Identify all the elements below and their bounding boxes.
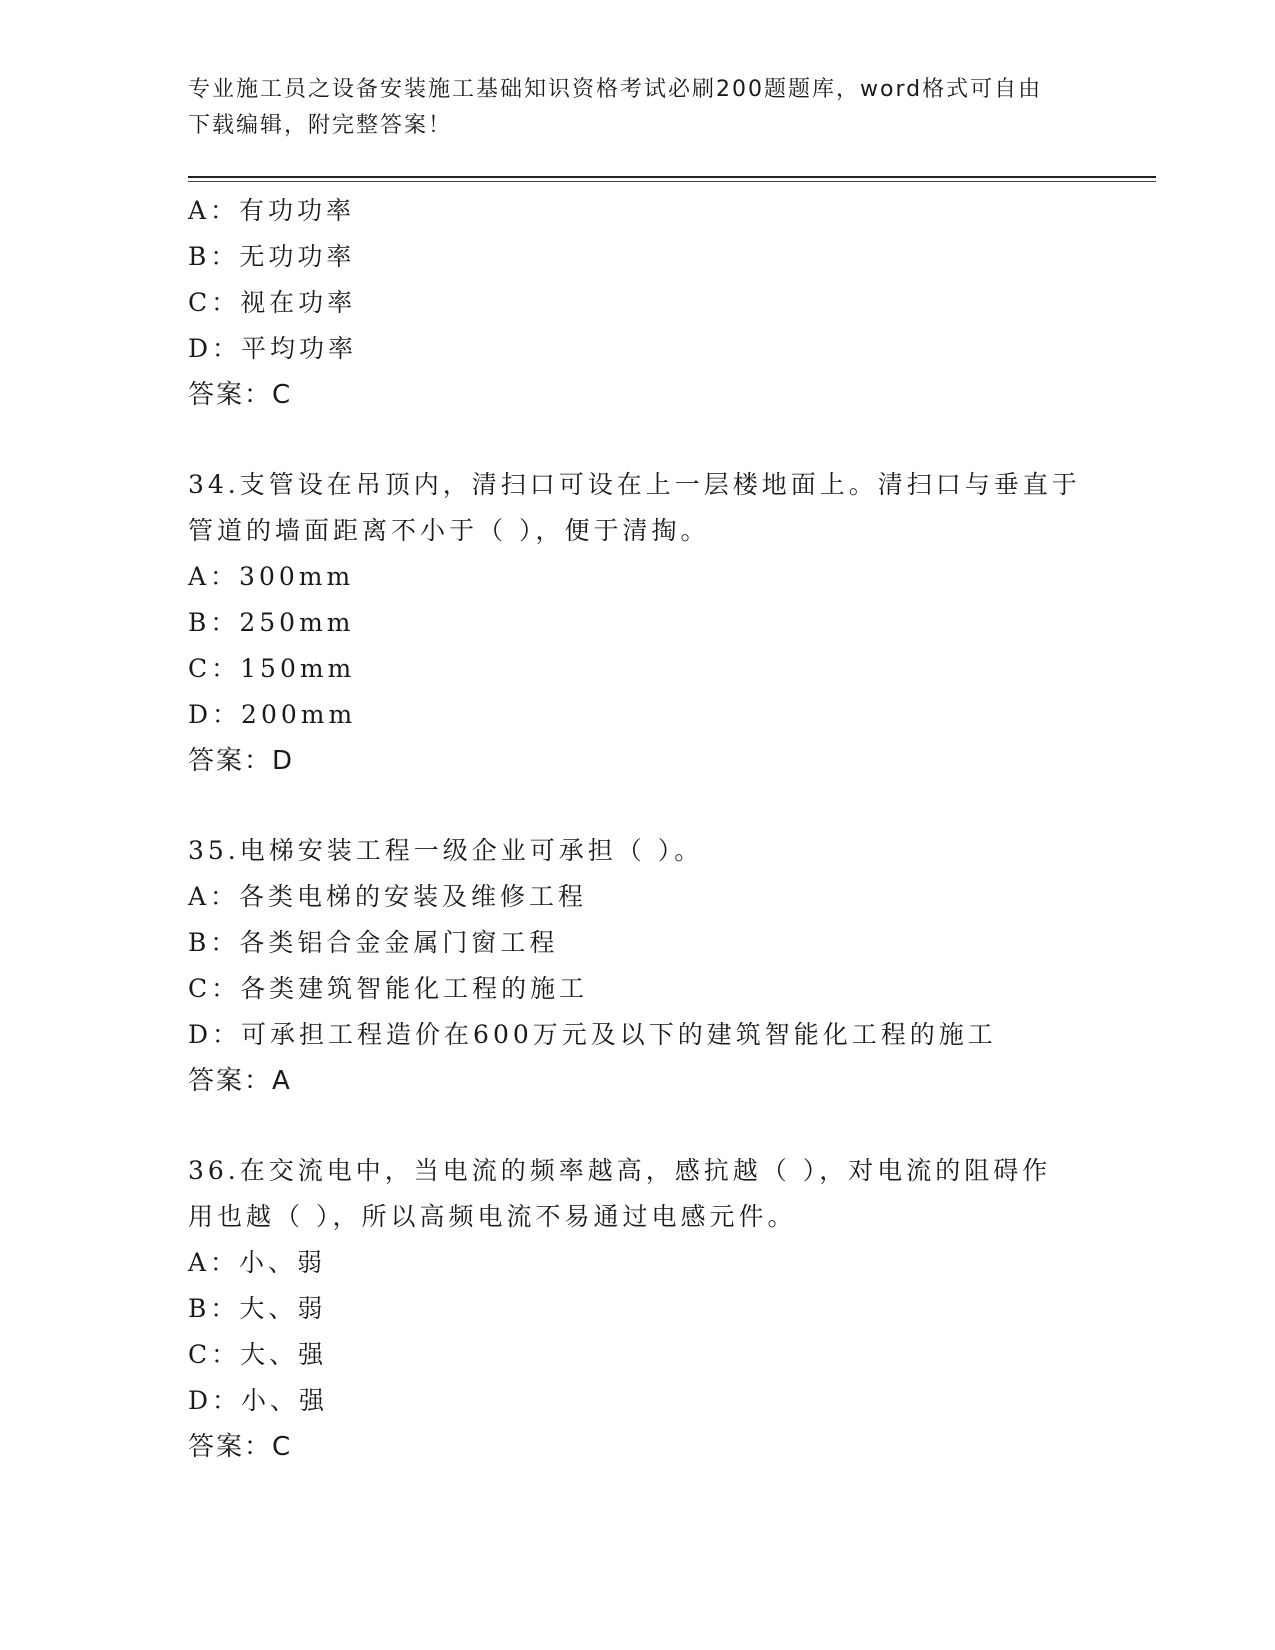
option-b: B：250mm — [188, 608, 355, 637]
header-line-2: 下载编辑，附完整答案！ — [188, 113, 453, 138]
question-stem-line-1: 34.支管设在吊顶内，清扫口可设在上一层楼地面上。清扫口与垂直于 — [188, 470, 1081, 499]
header-divider-thin — [188, 181, 1156, 182]
question-stem-line-2: 用也越（ ），所以高频电流不易通过电感元件。 — [188, 1202, 797, 1231]
option-b: B：各类铝合金金属门窗工程 — [188, 928, 559, 957]
option-d: D：小、强 — [188, 1386, 329, 1415]
option-a: A：有功功率 — [188, 196, 356, 225]
question-stem-line-1: 36.在交流电中，当电流的频率越高，感抗越（ ），对电流的阻碍作 — [188, 1156, 1052, 1185]
option-c: C：视在功率 — [188, 288, 357, 317]
option-b: B：大、弱 — [188, 1294, 327, 1323]
header-line-1: 专业施工员之设备安装施工基础知识资格考试必刷200题题库，word格式可自由 — [188, 77, 1043, 102]
option-a: A：小、弱 — [188, 1248, 327, 1277]
question-stem-line-2: 管道的墙面距离不小于（ ），便于清掏。 — [188, 516, 710, 545]
question-list — [188, 188, 1088, 1470]
spacer — [188, 418, 1088, 462]
answer-line: 答案：A — [188, 1066, 292, 1096]
option-c: C：150mm — [188, 654, 356, 683]
option-d: D：平均功率 — [188, 334, 358, 363]
option-b: B：无功功率 — [188, 242, 356, 271]
question-34 — [188, 462, 1088, 784]
question-33 — [188, 188, 1088, 418]
option-d: D：200mm — [188, 700, 357, 729]
answer-line: 答案：C — [188, 1432, 293, 1462]
question-35 — [188, 828, 1088, 1104]
spacer — [188, 784, 1088, 828]
option-a: A：300mm — [188, 562, 355, 591]
answer-line: 答案：D — [188, 746, 295, 776]
option-a: A：各类电梯的安装及维修工程 — [188, 882, 588, 911]
question-36 — [188, 1148, 1088, 1470]
spacer — [188, 1104, 1088, 1148]
document-header — [188, 72, 1078, 144]
option-d: D：可承担工程造价在600万元及以下的建筑智能化工程的施工 — [188, 1020, 997, 1049]
option-c: C：各类建筑智能化工程的施工 — [188, 974, 589, 1003]
question-stem-line-1: 35.电梯安装工程一级企业可承担（ ）。 — [188, 836, 704, 865]
option-c: C：大、强 — [188, 1340, 328, 1369]
answer-line: 答案：C — [188, 380, 293, 410]
header-divider-thick — [188, 176, 1156, 178]
